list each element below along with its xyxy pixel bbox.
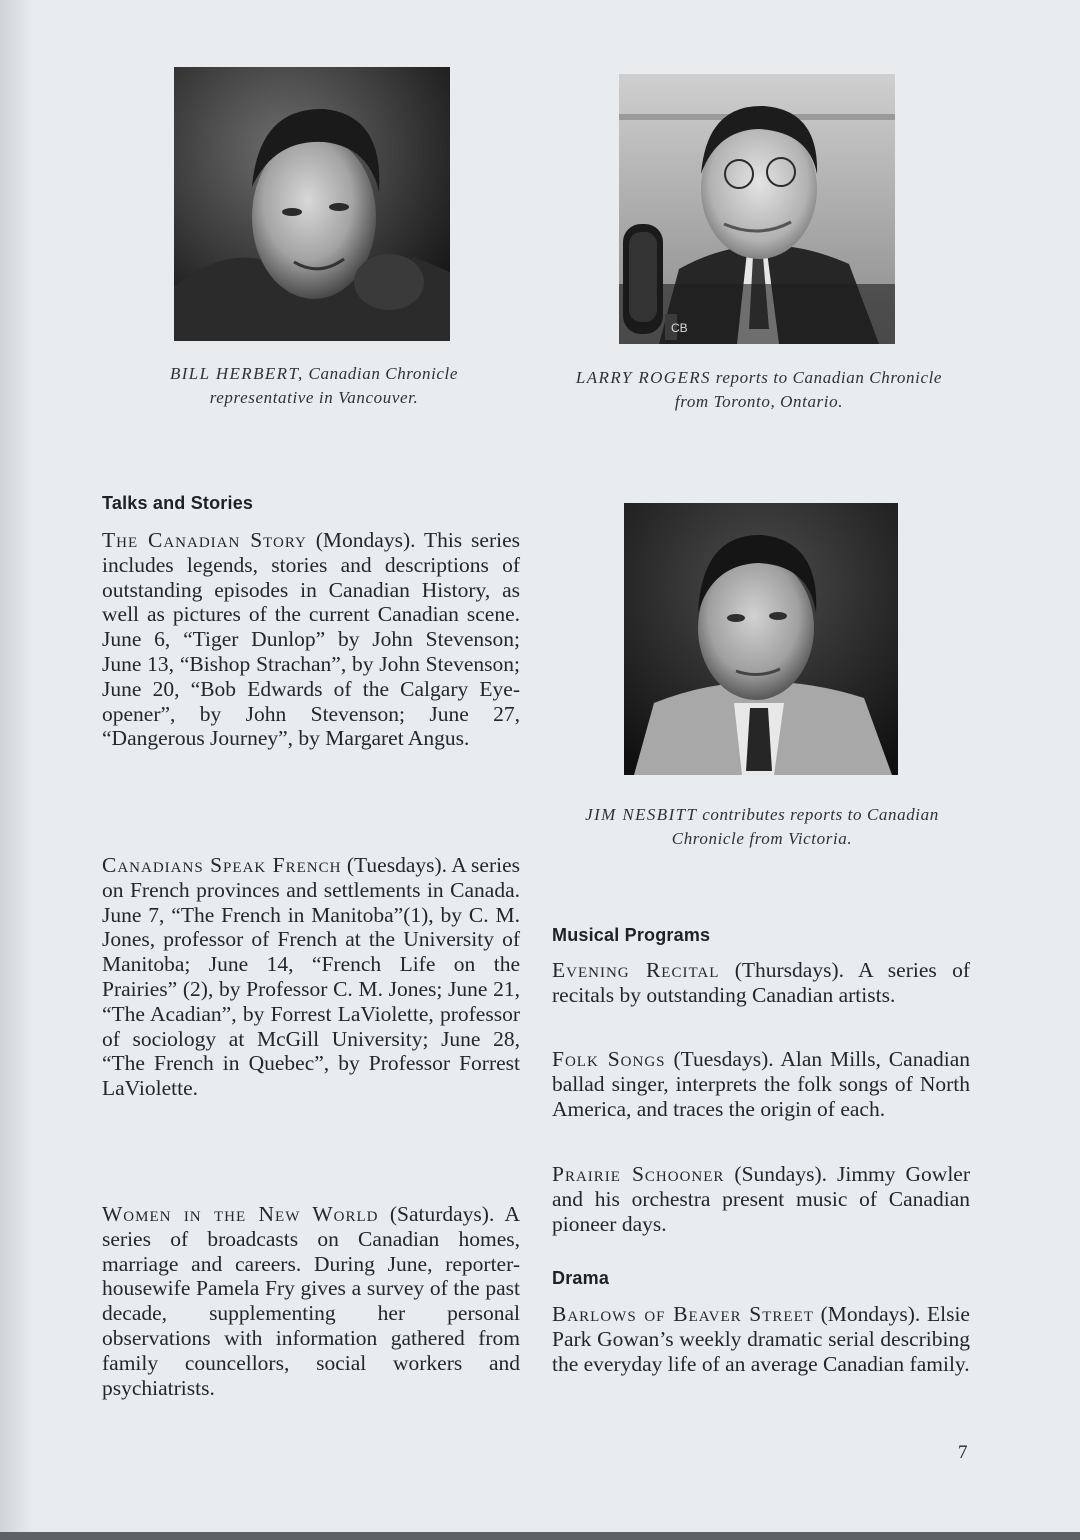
- photo-jim-nesbitt: [624, 503, 898, 775]
- heading-talks-and-stories: Talks and Stories: [102, 493, 254, 513]
- entry-evening-recital: [552, 958, 970, 1008]
- entry-title: Folk Songs: [552, 1047, 666, 1071]
- caption-text: Canadian Chronicle representative in Vancouver.: [209, 364, 459, 407]
- gutter-shadow: [0, 0, 34, 1532]
- entry-folk-songs: [552, 1047, 970, 1121]
- heading-musical-programs: Musical Programs: [552, 925, 711, 945]
- portrait-image: [624, 503, 898, 775]
- caption-bill-herbert: [118, 362, 510, 410]
- caption-jim-nesbitt: [566, 803, 958, 851]
- caption-name: JIM NESBITT: [585, 805, 698, 824]
- portrait-image: [174, 67, 450, 341]
- caption-name: LARRY ROGERS: [575, 368, 711, 387]
- entry-women-in-the-new-world: [102, 1202, 520, 1400]
- mic-label: CB: [671, 321, 688, 335]
- entry-title: Barlows of Beaver Street: [552, 1302, 814, 1326]
- entry-text: (Sundays). Jimmy Gowler and his orchestra present music of Canadian pioneer days.: [552, 1162, 970, 1236]
- caption-text: reports to Canadian Chronicle from Toronto, Ontario.: [674, 368, 943, 411]
- entry-canadians-speak-french: [102, 853, 520, 1101]
- caption-text: contributes reports to Canadian Chronicle from Victoria.: [671, 805, 939, 848]
- entry-text: (Tuesdays). A series on French provinces and settlements in Canada. June 7, “The French in Manitoba”(1), by C. M. Jones, professor of French at the University of Manitoba; June 14, “French Life on the Prairies” (2), by Professor C. M. Jones; June 21, “The Acadian”, by Forrest LaViolette, professor of sociology at McGill University; June 28, “The French in Quebec”, by Professor Forrest LaViolette.: [102, 853, 520, 1101]
- entry-title: Evening Recital: [552, 958, 720, 982]
- caption-name: BILL HERBERT,: [169, 364, 304, 383]
- entry-title: Prairie Schooner: [552, 1162, 725, 1186]
- entry-text: (Saturdays). A series of broadcasts on Canadian homes, marriage and careers. During June, reporter-housewife Pamela Fry gives a survey of the past decade, supplementing her personal observations with information gathered from family councellors, social workers and psychiatrists.: [102, 1202, 521, 1400]
- caption-larry-rogers: [563, 366, 955, 414]
- heading-drama: Drama: [552, 1268, 610, 1288]
- entry-title: The Canadian Story: [102, 528, 307, 552]
- entry-text: (Mondays). This series includes legends, stories and descriptions of outstanding episodes in Canadian History, as well as pictures of the current Canadian scene. June 6, “Tiger Dunlop” by John Stevenson; June 13, “Bishop Strachan”, by John Stevenson; June 20, “Bob Edwards of the Calgary Eye-opener”, by John Stevenson; June 27, “Dangerous Journey”, by Margaret Angus.: [102, 528, 520, 751]
- page-number: 7: [958, 1442, 968, 1463]
- photo-bill-herbert: [174, 67, 450, 341]
- portrait-image: [619, 74, 895, 344]
- entry-canadian-story: [102, 528, 520, 751]
- entry-text: (Mondays). Elsie Park Gowan’s weekly dramatic serial describing the everyday life of an average Canadian family.: [552, 1302, 970, 1376]
- photo-larry-rogers: [619, 74, 895, 344]
- entry-barlows-of-beaver-street: [552, 1302, 970, 1376]
- entry-prairie-schooner: [552, 1162, 970, 1236]
- entry-text: (Tuesdays). Alan Mills, Canadian ballad singer, interprets the folk songs of North America, and traces the origin of each.: [552, 1047, 970, 1121]
- entry-title: Canadians Speak French: [102, 853, 342, 877]
- entry-text: (Thursdays). A series of recitals by outstanding Canadian artists.: [552, 958, 970, 1007]
- entry-title: Women in the New World: [102, 1202, 379, 1226]
